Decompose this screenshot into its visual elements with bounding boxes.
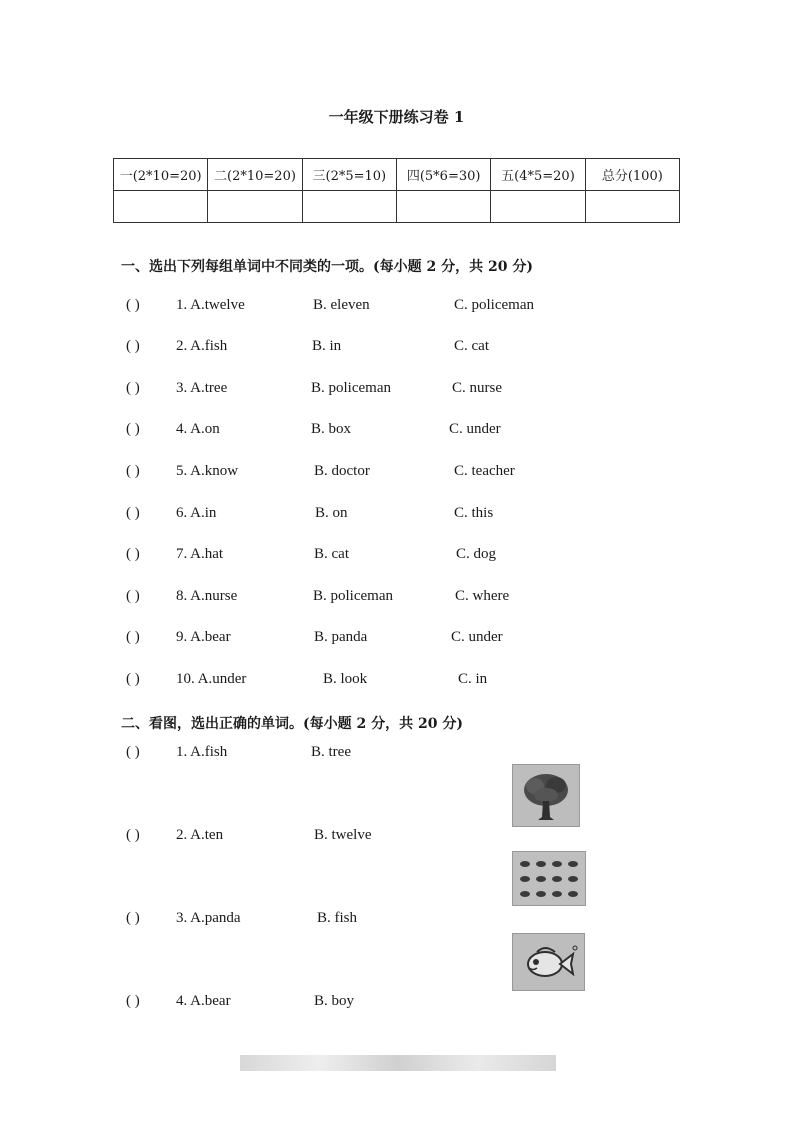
score-entry-cell[interactable] bbox=[491, 191, 585, 223]
question-stem: 1. A.twelve bbox=[176, 297, 245, 313]
answer-blank[interactable]: ( ) bbox=[126, 338, 140, 354]
fish-picture bbox=[512, 933, 585, 991]
answer-blank[interactable]: ( ) bbox=[126, 505, 140, 521]
answer-blank[interactable]: ( ) bbox=[126, 546, 140, 562]
option-b: B. policeman bbox=[313, 588, 393, 604]
question-row bbox=[0, 910, 793, 930]
option-b: B. boy bbox=[314, 993, 355, 1009]
question-row bbox=[0, 744, 793, 764]
score-header-cell: 总分(100) bbox=[585, 159, 679, 191]
question-row bbox=[0, 671, 793, 691]
option-c: C. teacher bbox=[454, 463, 515, 479]
question-stem: 2. A.fish bbox=[176, 338, 228, 354]
option-b: B. twelve bbox=[314, 827, 372, 843]
answer-blank[interactable]: ( ) bbox=[126, 380, 140, 396]
question-row bbox=[0, 338, 793, 358]
fish-icon bbox=[513, 934, 584, 990]
option-c: C. cat bbox=[454, 338, 489, 354]
answer-blank[interactable]: ( ) bbox=[126, 421, 140, 437]
score-entry-cell[interactable] bbox=[302, 191, 396, 223]
twelve-items-icon bbox=[513, 852, 585, 905]
question-row bbox=[0, 993, 793, 1013]
question-row bbox=[0, 629, 793, 649]
score-header-cell: 一(2*10=20) bbox=[114, 159, 208, 191]
option-b: B. on bbox=[315, 505, 348, 521]
tree-picture bbox=[512, 764, 580, 827]
option-b: B. look bbox=[323, 671, 368, 687]
section1-heading: 一、选出下列每组单词中不同类的一项。(每小题 2 分，共 20 分) bbox=[121, 259, 533, 275]
option-b: B. panda bbox=[314, 629, 368, 645]
question-stem: 9. A.bear bbox=[176, 629, 231, 645]
blurred-footer-watermark bbox=[240, 1055, 556, 1071]
page-title: 一年级下册练习卷 1 bbox=[328, 108, 465, 126]
answer-blank[interactable]: ( ) bbox=[126, 993, 140, 1009]
question-row bbox=[0, 463, 793, 483]
score-entry-cell[interactable] bbox=[208, 191, 302, 223]
answer-blank[interactable]: ( ) bbox=[126, 588, 140, 604]
question-row bbox=[0, 827, 793, 847]
option-b: B. box bbox=[311, 421, 352, 437]
twelve-items-picture bbox=[512, 851, 586, 906]
option-c: C. this bbox=[454, 505, 494, 521]
question-row bbox=[0, 421, 793, 441]
score-header-row bbox=[114, 159, 680, 191]
score-header-cell: 三(2*5=10) bbox=[302, 159, 396, 191]
question-stem: 1. A.fish bbox=[176, 744, 228, 760]
option-c: C. under bbox=[449, 421, 501, 437]
score-entry-cell[interactable] bbox=[585, 191, 679, 223]
score-entry-row bbox=[114, 191, 680, 223]
option-b: B. in bbox=[312, 338, 342, 354]
tree-icon bbox=[513, 765, 579, 826]
question-stem: 6. A.in bbox=[176, 505, 217, 521]
answer-blank[interactable]: ( ) bbox=[126, 463, 140, 479]
question-stem: 10. A.under bbox=[176, 671, 247, 687]
option-c: C. under bbox=[451, 629, 503, 645]
option-b: B. policeman bbox=[311, 380, 391, 396]
question-stem: 4. A.bear bbox=[176, 993, 231, 1009]
question-row bbox=[0, 505, 793, 525]
section2-heading: 二、看图，选出正确的单词。(每小题 2 分，共 20 分) bbox=[121, 716, 463, 732]
option-b: B. tree bbox=[311, 744, 351, 760]
answer-blank[interactable]: ( ) bbox=[126, 671, 140, 687]
question-stem: 7. A.hat bbox=[176, 546, 224, 562]
option-b: B. fish bbox=[317, 910, 358, 926]
question-row bbox=[0, 546, 793, 566]
answer-blank[interactable]: ( ) bbox=[126, 629, 140, 645]
option-c: C. where bbox=[455, 588, 510, 604]
answer-blank[interactable]: ( ) bbox=[126, 827, 140, 843]
question-stem: 8. A.nurse bbox=[176, 588, 238, 604]
score-entry-cell[interactable] bbox=[114, 191, 208, 223]
question-row bbox=[0, 588, 793, 608]
score-table bbox=[113, 158, 680, 223]
question-row bbox=[0, 297, 793, 317]
option-c: C. nurse bbox=[452, 380, 502, 396]
answer-blank[interactable]: ( ) bbox=[126, 910, 140, 926]
option-c: C. dog bbox=[456, 546, 497, 562]
option-b: B. doctor bbox=[314, 463, 370, 479]
score-header-cell: 五(4*5=20) bbox=[491, 159, 585, 191]
score-header-cell: 四(5*6=30) bbox=[396, 159, 490, 191]
question-stem: 4. A.on bbox=[176, 421, 220, 437]
score-entry-cell[interactable] bbox=[396, 191, 490, 223]
option-c: C. policeman bbox=[454, 297, 534, 313]
option-c: C. in bbox=[458, 671, 488, 687]
option-b: B. cat bbox=[314, 546, 349, 562]
option-b: B. eleven bbox=[313, 297, 370, 313]
question-stem: 3. A.tree bbox=[176, 380, 228, 396]
question-row bbox=[0, 380, 793, 400]
question-stem: 5. A.know bbox=[176, 463, 239, 479]
question-stem: 3. A.panda bbox=[176, 910, 241, 926]
question-stem: 2. A.ten bbox=[176, 827, 224, 843]
score-header-cell: 二(2*10=20) bbox=[208, 159, 302, 191]
answer-blank[interactable]: ( ) bbox=[126, 744, 140, 760]
answer-blank[interactable]: ( ) bbox=[126, 297, 140, 313]
